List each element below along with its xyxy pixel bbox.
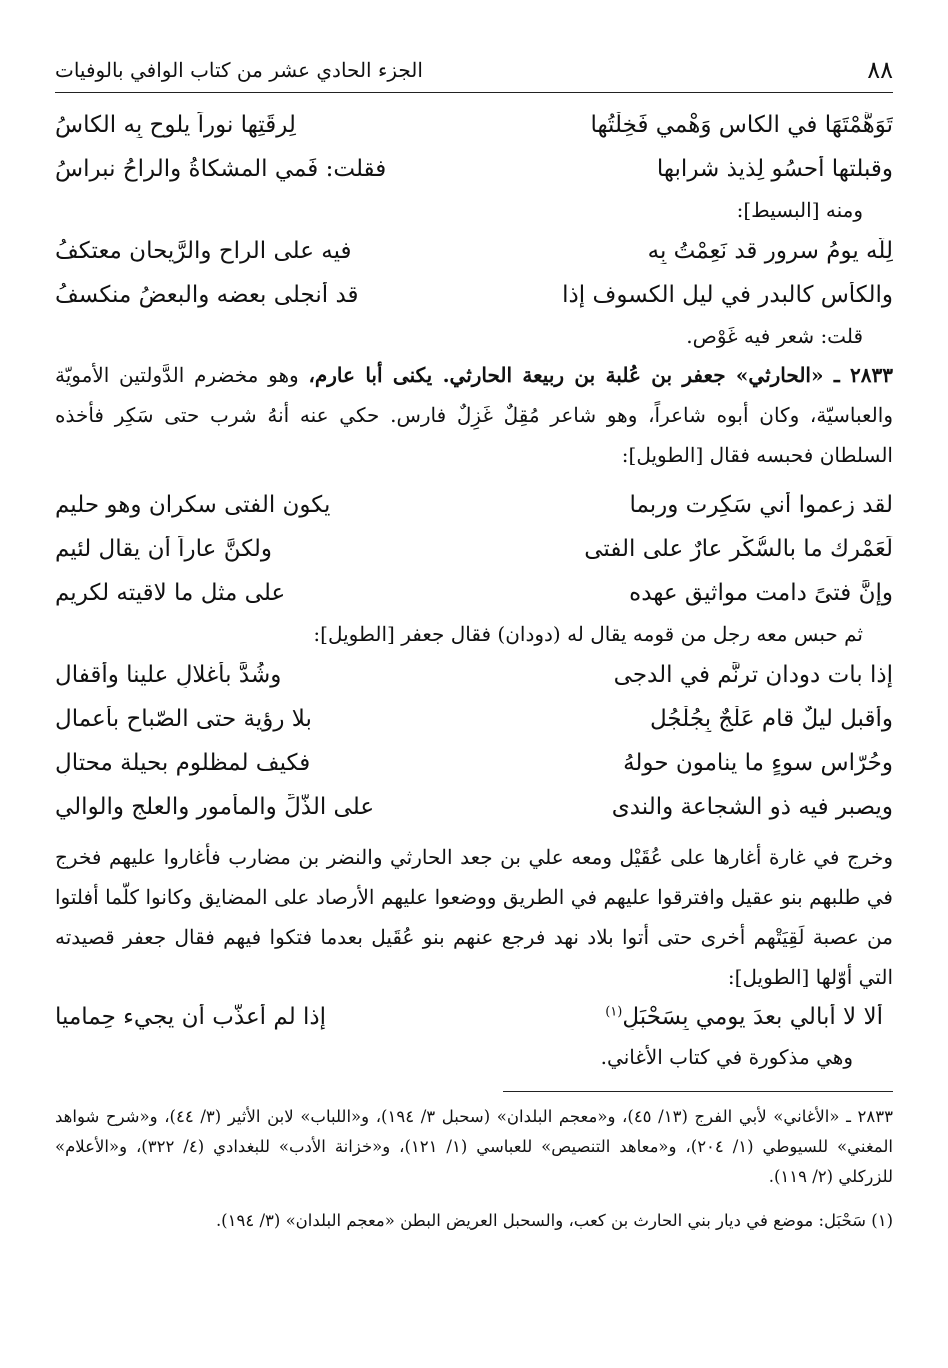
- verse-first-hemistich: إذا بات دودان ترنَّم في الدجى: [613, 662, 893, 688]
- verse-row: [55, 147, 893, 191]
- verse-block-4: [55, 653, 893, 829]
- verse-row: [55, 785, 893, 829]
- verse-row: [55, 229, 893, 273]
- meter-intro: ثم حبس معه رجل من قومه يقال له (دودان) فقال جعفر [الطويل]:: [313, 622, 863, 646]
- meter-intro: ومنه [البسيط]:: [736, 198, 863, 222]
- footnote-marker: (١): [605, 1004, 623, 1020]
- verse-block-2: [55, 229, 893, 317]
- verse-second-hemistich: فقلت: فَمي المشكاةُ والراحُ نبراسُ: [55, 156, 387, 182]
- verse-row: [55, 571, 893, 615]
- footnote-divider: [503, 1091, 893, 1092]
- verse-second-hemistich: على مثل ما لاقيته لكريم: [55, 580, 286, 606]
- verse-first-hemistich: وأقبل ليلٌ قام عَلْجٌ بِجُلْجُل: [649, 706, 893, 732]
- verse-first-hemistich: وقبلتها أحسُو لِذيذ شرابها: [656, 156, 893, 182]
- verse-second-hemistich: قد أنجلى بعضه والبعضُ منكسفُ: [55, 282, 359, 308]
- verse-block-3: [55, 483, 893, 615]
- verse-row: [55, 273, 893, 317]
- verse-row: [55, 527, 893, 571]
- running-header: [55, 52, 893, 93]
- book-title: الجزء الحادي عشر من كتاب الوافي بالوفيات: [55, 58, 423, 82]
- entry-heading: ٢٨٣٣ ـ «الحارثي» جعفر بن عُلبة بن ربيعة الحارثي. يكنى أبا عارم،: [308, 363, 894, 387]
- verse-second-hemistich: على الذُّلِّ والمأمور والعلج والوالي: [55, 794, 375, 820]
- verse-first-hemistich: والكأس كالبدر في ليل الكسوف إذا: [562, 282, 893, 308]
- verse-first-hemistich-text: ألا لا أُبالي بعدَ يومي بِسَحْبَلٍ: [622, 1004, 883, 1030]
- author-remark: قلت: شعر فيه غَوْص.: [686, 324, 863, 348]
- verse-first-hemistich: لِلّه يومُ سرورٍ قد نَعِمْتُ بِه: [647, 238, 893, 264]
- verse-first-hemistich: ويصبر فيه ذو الشجاعة والندى: [611, 794, 893, 820]
- verse-second-hemistich: فكيف لمظلومٍ بحيلة محتالِ: [55, 750, 311, 776]
- verse-row: [55, 697, 893, 741]
- verse-row: [55, 483, 893, 527]
- verse-first-hemistich: وإنَّ فتىً دامت مواثيق عهده: [629, 580, 893, 606]
- narrative-paragraph: وخرج في غارة أغارها على عُقَيْل ومعه علي بن جعد الحارثي والنضر بن مضارب فأغاروا عليهم فخرج في طلبهم بنو عقيل وافترقوا عليهم في الطريق ووضعوا عليهم الأرصاد على المضايق وكانوا كلّما أفلتوا من عصبة لَقِيَتْهم أخرى حتى أتوا بلاد نهد فرجع عنهم بنو عُقَيل بعدما فتكوا فيهم فقال جعفر قصيدته التي أوّلها [الطويل]:: [55, 845, 893, 989]
- verse-first-hemistich: لقد زعموا أني سَكِرت وربما: [629, 492, 893, 518]
- verse-second-hemistich: ولكنَّ عاراً أن يقال لئيم: [55, 536, 273, 562]
- verse-first-hemistich: تَوَهَّمْتَهَا في الكاس وَهْمي فَخِلْتُها: [590, 112, 893, 138]
- verse-second-hemistich: إذا لم أُعذّب أن يجيء حِماميا: [55, 1004, 327, 1030]
- quoted-verse: [55, 997, 893, 1037]
- page-number: ٨٨: [867, 56, 893, 84]
- verse-first-hemistich: [452, 1004, 883, 1030]
- verse-second-hemistich: وشُدَّ بأغلالٍ علينا وأقفال: [55, 662, 282, 688]
- footnote-sources: ٢٨٣٣ ـ «الأغاني» لأبي الفرج (١٣/ ٤٥)، و«معجم البلدان» (سحبل ٣/ ١٩٤)، و«اللباب» لابن الأثير (٣/ ٤٤)، و«شرح شواهد المغني» للسيوطي (١/ ٢٠٤)، و«معاهد التنصيص» للعباسي (١/ ١٢١)، و«خزانة الأدب» للبغدادي (٤/ ٣٢٢)، و«الأعلام» للزركلي (٢/ ١١٩).: [55, 1107, 893, 1186]
- verse-second-hemistich: فيه على الراح والرَّيحان معتكفُ: [55, 238, 352, 264]
- closing-remark: وهي مذكورة في كتاب الأغاني.: [600, 1045, 853, 1069]
- entry-paragraph: [55, 355, 893, 475]
- entry-text: وهو مخضرم الدَّولتين الأمويّة والعباسيّة، وكان أبوه شاعراً، وهو شاعر مُقِلٌ غَزِلٌ فارس. حكي عنه أنهُ شرب حتى سَكِر فأخذه السلطان فحبسه فقال [الطويل]:: [55, 363, 893, 467]
- verse-first-hemistich: لَعَمْرك ما بالسُّكْر عارٌ على الفتى: [584, 536, 893, 562]
- verse-row: [55, 741, 893, 785]
- verse-row: [55, 653, 893, 697]
- verse-second-hemistich: لِرقَتِها نوراً يلوح بِه الكاسُ: [55, 112, 296, 138]
- verse-second-hemistich: بلا رؤية حتى الصّباح بأعمال: [55, 706, 312, 732]
- footnote-1: (١) سَحْبَل: موضع في ديار بني الحارث بن كعب، والسحبل العريض البطن «معجم البلدان» (٣/ ١٩٤).: [215, 1211, 893, 1230]
- verse-first-hemistich: وحُرّاس سوءٍ ما ينامون حولهُ: [623, 750, 893, 776]
- verse-block-1: [55, 103, 893, 191]
- verse-row: [55, 103, 893, 147]
- verse-second-hemistich: يكون الفتى سكران وهو حليم: [55, 492, 331, 518]
- book-page: [55, 52, 893, 1368]
